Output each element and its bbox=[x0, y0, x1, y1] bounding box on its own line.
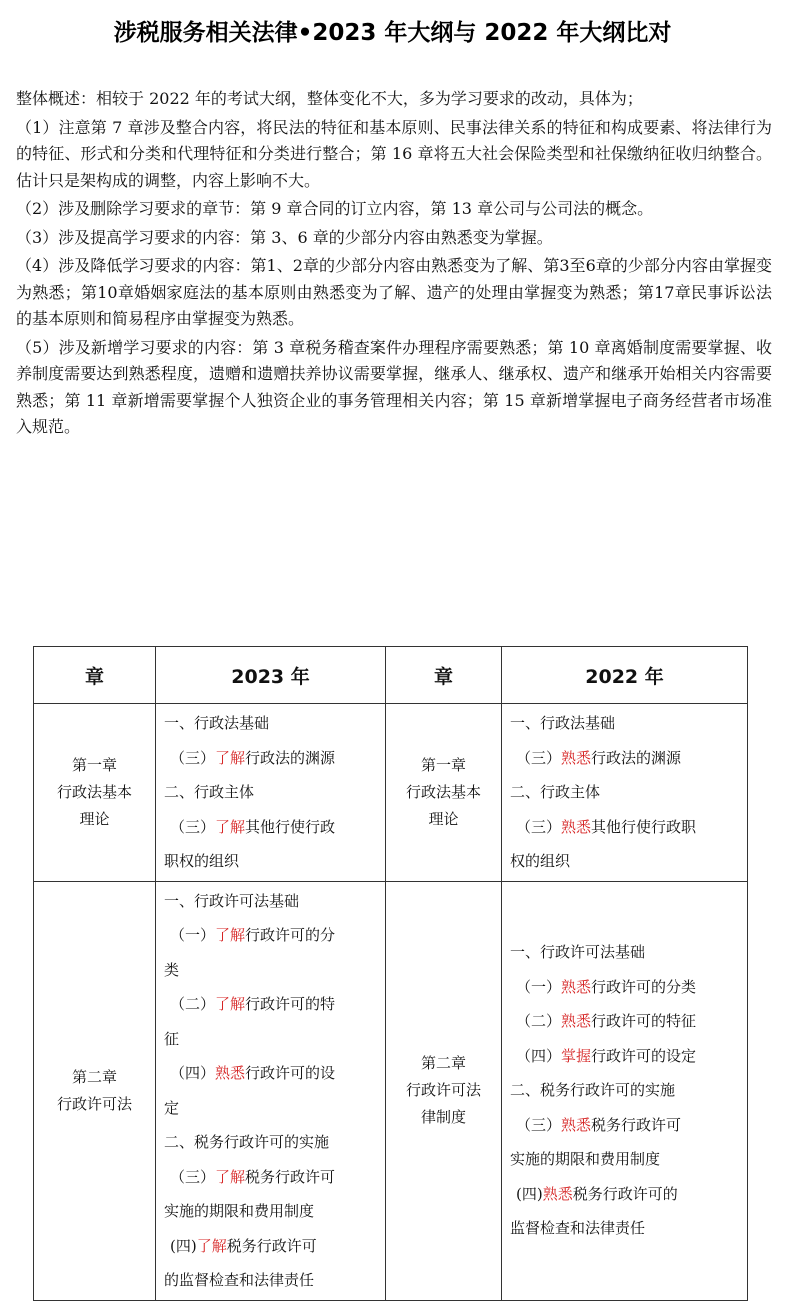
requirement-level: 了解 bbox=[196, 1236, 227, 1255]
chapter-name-line: 行政法基本 bbox=[405, 782, 481, 801]
chapter-name-line: 第一章 bbox=[71, 755, 117, 774]
outline-line bbox=[510, 1211, 739, 1246]
outline-text: 行政法的渊源 bbox=[591, 748, 682, 767]
outline-text: 类 bbox=[164, 960, 180, 979]
comparison-table bbox=[33, 646, 748, 1301]
outline-line bbox=[510, 1004, 739, 1039]
outline-line bbox=[164, 1091, 377, 1126]
outline-line bbox=[164, 1125, 377, 1160]
outline-text: 行政法的渊源 bbox=[245, 748, 336, 767]
outline-line bbox=[164, 1160, 377, 1195]
content-cell bbox=[156, 704, 386, 882]
outline-text: 税务行政许可 bbox=[226, 1236, 317, 1255]
content-cell bbox=[156, 881, 386, 1300]
outline-line bbox=[510, 1039, 739, 1074]
outline-line bbox=[164, 1229, 377, 1264]
overview-paragraph: （4）涉及降低学习要求的内容：第1、2章的少部分内容由熟悉变为了解、第3至6章的少部分内容由掌握变为熟悉；第10章婚姻家庭法的基本原则由熟悉变为了解、遗产的处理由掌握变为熟悉；第17章民事诉讼法的基本原则和简易程序由掌握变为熟悉。 bbox=[16, 256, 772, 328]
requirement-level: 熟悉 bbox=[561, 748, 592, 767]
outline-line bbox=[510, 1073, 739, 1108]
requirement-level: 熟悉 bbox=[561, 817, 592, 836]
outline-line bbox=[164, 741, 377, 776]
outline-text: 其他行使行政 bbox=[245, 817, 336, 836]
outline-text: (四) bbox=[516, 1184, 543, 1203]
overview-paragraph: （3）涉及提高学习要求的内容：第 3、6 章的少部分内容由熟悉变为掌握。 bbox=[16, 227, 553, 247]
outline-text: 税务行政许可 bbox=[245, 1167, 336, 1186]
outline-text: 税务行政许可的 bbox=[572, 1184, 678, 1203]
outline-line bbox=[510, 741, 739, 776]
outline-line bbox=[510, 844, 739, 879]
requirement-level: 了解 bbox=[215, 995, 246, 1013]
outline-text: 行政许可的特 bbox=[245, 995, 336, 1013]
outline-text: （四） bbox=[516, 1046, 562, 1065]
table-row bbox=[34, 704, 748, 882]
outline-text: 一、行政许可法基础 bbox=[164, 891, 300, 910]
outline-line bbox=[510, 935, 739, 970]
outline-line bbox=[164, 987, 377, 1022]
content-cell bbox=[502, 881, 748, 1300]
chapter-cell bbox=[34, 881, 156, 1300]
chapter-name-line: 行政法基本 bbox=[56, 782, 132, 801]
overview-section bbox=[16, 86, 772, 443]
header-year-2022: 2022 年 bbox=[502, 647, 748, 704]
outline-line bbox=[164, 1194, 377, 1229]
outline-text: 监督检查和法律责任 bbox=[510, 1219, 646, 1238]
chapter-name-line: 行政许可法 bbox=[56, 1094, 132, 1113]
overview-paragraph: （5）涉及新增学习要求的内容：第 3 章税务稽查案件办理程序需要熟悉；第 10 章离婚制度需要掌握、收养制度需要达到熟悉程度，遗赠和遗赠扶养协议需要掌握，继承人、继承权、遗产和继承开始相关内容需要熟悉；第 11 章新增需要掌握个人独资企业的事务管理相关内容；第 15 章新增掌握电子商务经营者市场准入规范。 bbox=[16, 337, 772, 436]
chapter-name-line: 第二章 bbox=[71, 1067, 117, 1086]
outline-line bbox=[510, 706, 739, 741]
outline-text: 行政许可的设 bbox=[245, 1064, 336, 1082]
outline-text: （三） bbox=[516, 1115, 562, 1134]
requirement-level: 熟悉 bbox=[542, 1184, 573, 1203]
outline-text: （二） bbox=[516, 1012, 562, 1031]
outline-line bbox=[164, 1022, 377, 1057]
outline-line bbox=[510, 775, 739, 810]
outline-line bbox=[164, 1056, 377, 1091]
outline-line bbox=[164, 1263, 377, 1298]
chapter-name-line: 第一章 bbox=[420, 755, 466, 774]
outline-text: 二、税务行政许可的实施 bbox=[510, 1081, 676, 1100]
outline-text: 一、行政法基础 bbox=[164, 714, 270, 732]
requirement-level: 熟悉 bbox=[561, 1115, 592, 1134]
outline-line bbox=[164, 884, 377, 919]
outline-text: 实施的期限和费用制度 bbox=[510, 1150, 661, 1169]
outline-text: （一） bbox=[516, 977, 562, 996]
outline-text: （一） bbox=[170, 926, 216, 944]
requirement-level: 熟悉 bbox=[561, 1012, 592, 1031]
outline-text: 实施的期限和费用制度 bbox=[164, 1202, 315, 1220]
requirement-level: 了解 bbox=[215, 817, 246, 836]
outline-text: 税务行政许可 bbox=[591, 1115, 682, 1134]
outline-line bbox=[510, 1142, 739, 1177]
outline-line bbox=[164, 844, 377, 879]
outline-line bbox=[164, 810, 377, 845]
outline-line bbox=[164, 706, 377, 741]
chapter-name-line: 第二章 bbox=[420, 1054, 466, 1072]
outline-text: 二、行政主体 bbox=[510, 783, 601, 801]
table-row bbox=[34, 881, 748, 1300]
overview-paragraph: （1）注意第 7 章涉及整合内容，将民法的特征和基本原则、民事法律关系的特征和构成要素、将法律行为的特征、形式和分类和代理特征和分类进行整合；第 16 章将五大社会保险类型和社保缴纳征收归纳整合。估计只是架构成的调整，内容上影响不大。 bbox=[16, 117, 772, 190]
outline-line bbox=[510, 970, 739, 1005]
header-year-2023: 2023 年 bbox=[156, 647, 386, 704]
outline-text: （三） bbox=[516, 748, 562, 767]
chapter-name-line: 行政许可法 bbox=[405, 1081, 481, 1099]
outline-text: 一、行政法基础 bbox=[510, 714, 616, 732]
outline-line bbox=[510, 1177, 739, 1212]
chapter-name-line: 律制度 bbox=[420, 1108, 466, 1126]
overview-paragraph: （2）涉及删除学习要求的章节：第 9 章合同的订立内容，第 13 章公司与公司法的概念。 bbox=[16, 199, 654, 218]
outline-text: 定 bbox=[164, 1098, 180, 1117]
header-chapter-2022: 章 bbox=[386, 647, 502, 704]
outline-text: (四) bbox=[170, 1236, 197, 1255]
outline-line bbox=[510, 810, 739, 845]
outline-text: （三） bbox=[170, 748, 216, 767]
outline-line bbox=[164, 918, 377, 953]
chapter-cell bbox=[386, 704, 502, 882]
table-header-row bbox=[34, 647, 748, 704]
chapter-name-line: 理论 bbox=[428, 809, 459, 828]
outline-text: （三） bbox=[170, 817, 216, 836]
requirement-level: 掌握 bbox=[561, 1046, 592, 1065]
page-title: 涉税服务相关法律•2023 年大纲与 2022 年大纲比对 bbox=[113, 20, 672, 46]
chapter-cell bbox=[34, 704, 156, 882]
outline-line bbox=[510, 1108, 739, 1143]
chapter-cell bbox=[386, 881, 502, 1300]
outline-text: （三） bbox=[170, 1167, 216, 1186]
requirement-level: 了解 bbox=[215, 1167, 246, 1186]
outline-text: 行政许可的特征 bbox=[591, 1012, 697, 1031]
outline-text: 行政许可的设定 bbox=[591, 1046, 697, 1065]
outline-text: 二、行政主体 bbox=[164, 783, 255, 801]
outline-text: 职权的组织 bbox=[164, 852, 240, 870]
outline-text: 权的组织 bbox=[510, 852, 571, 870]
outline-text: 二、税务行政许可的实施 bbox=[164, 1133, 330, 1151]
chapter-name-line: 理论 bbox=[79, 809, 110, 828]
outline-text: 的监督检查和法律责任 bbox=[164, 1271, 315, 1289]
outline-line bbox=[164, 953, 377, 988]
requirement-level: 熟悉 bbox=[561, 977, 592, 996]
outline-text: 行政许可的分类 bbox=[591, 977, 697, 996]
requirement-level: 熟悉 bbox=[215, 1064, 246, 1082]
outline-text: 行政许可的分 bbox=[245, 926, 336, 944]
outline-text: （四） bbox=[170, 1064, 216, 1082]
requirement-level: 了解 bbox=[215, 926, 246, 944]
outline-text: 一、行政许可法基础 bbox=[510, 943, 646, 962]
header-chapter-2023: 章 bbox=[34, 647, 156, 704]
outline-line bbox=[164, 775, 377, 810]
outline-text: 征 bbox=[164, 1029, 180, 1048]
outline-text: 其他行使行政职 bbox=[591, 817, 697, 836]
requirement-level: 了解 bbox=[215, 748, 246, 767]
content-cell bbox=[502, 704, 748, 882]
outline-text: （三） bbox=[516, 817, 562, 836]
overview-paragraph: 整体概述：相较于 2022 年的考试大纲，整体变化不大，多为学习要求的改动，具体为； bbox=[16, 89, 643, 108]
outline-text: （二） bbox=[170, 995, 216, 1013]
